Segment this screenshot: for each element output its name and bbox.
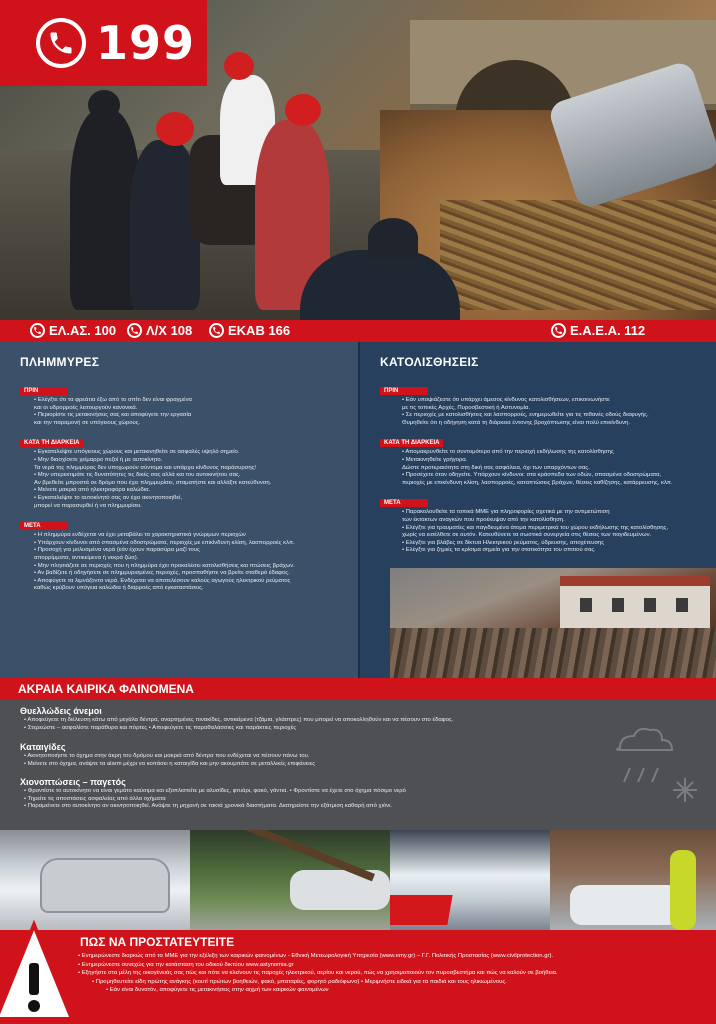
text-line: • Περιορίστε τις μετακινήσεις σας και αποφύγετε την εργασία (34, 412, 192, 419)
landslide-photo (390, 568, 716, 678)
landslides-during-tag: ΚΑΤΑ ΤΗ ΔΙΑΡΚΕΙΑ (380, 439, 443, 447)
ekab-number-label: ΕΚΑΒ 166 (228, 323, 291, 338)
text-line: • Υπάρχουν κίνδυνοι από σπασμένα οδοστρώματα, περιοχές με επικίνδυνη κλίση, λασπορροές κλπ. (34, 539, 295, 546)
text-line: • Προμηθευτείτε είδη πρώτης ανάγκης (κουτί πρώτων βοηθειών, φακό, μπαταρίες, φορητό ραδιόφωνο) • Μεριμνήστε ειδικά για τα παιδιά και τους ηλικιωμένους. (92, 978, 507, 985)
storms-title: Καταιγίδες (20, 742, 66, 752)
text-line: • Εγκαταλείψτε υπόγειους χώρους και μετακινηθείτε σε ασφαλές υψηλό σημείο. (34, 449, 240, 456)
phone-icon (36, 18, 86, 68)
cap (368, 218, 418, 258)
text-line: • Ελέγξτε για τραυματίες και παγιδευμένα άτομα περιμετρικά του χώρου εκδήλωσης της κατολίσθησης, (402, 524, 669, 531)
text-line: • Ελέγξτε ότι τα φρεάτια έξω από το σπίτι δεν είναι φραγμένα (34, 397, 192, 403)
text-line: μπορεί να παρασυρθεί ή να πλημμυρίσει. (34, 502, 142, 509)
text-line: • Μην υπερεκτιμάτε τις δυνατότητες τις δικές σας αλλά και του αυτοκινήτου σας. (34, 472, 241, 479)
coastguard-number-label: Λ/Χ 108 (146, 323, 193, 338)
text-line: και οι υδρορροές λειτουργούν κανονικά. (34, 404, 138, 411)
helmet (285, 94, 321, 126)
landslides-title: ΚΑΤΟΛΙΣΘΗΣΕΙΣ (380, 355, 479, 369)
phone-icon (30, 323, 45, 338)
text-line: Τα νερά της πλημμύρας δεν υποχωρούν σύντομα και υπάρχει κίνδυνος παράσυρσης! (34, 464, 257, 471)
phone-icon (209, 323, 224, 338)
storm-waves-photo (390, 830, 550, 930)
window (676, 598, 688, 612)
text-line: Αν βρεθείτε μπροστά σε δρόμο που έχει πλημμυρίσει, σταματήστε και αλλάξτε κατεύθυνση. (34, 479, 272, 486)
car (570, 885, 680, 925)
floods-before-tag: ΠΡΙΝ (20, 387, 68, 395)
text-line: • Ακινητοποιήστε το όχημα στην άκρη του δρόμου και μακριά από δέντρα που ενδέχεται να πέσουν πάνω του. (24, 753, 310, 759)
floods-section (0, 342, 358, 678)
police-number (30, 323, 116, 338)
text-line: • Η πλημμύρα ενδέχεται να έχει μεταβάλει τα χαρακτηριστικά γνώριμων περιοχών (34, 532, 246, 539)
text-line: • Φροντίστε το αυτοκίνητο να είναι γεμάτο καύσιμα και εξοπλιστείτε με αλυσίδες, φτυάρι, φακό, γάντια. • Φροντίστε να έχετε στο όχημα πόσιμο νερό (24, 788, 406, 794)
extreme-weather-section (0, 678, 716, 830)
text-line: • Αν βαδίζετε ή οδηγήσετε σε πλημμυρισμένες περιοχές, προσπαθήστε να βρείτε σταθερό έδαφος. (34, 570, 290, 577)
landslides-before-tag: ΠΡΙΝ (380, 387, 428, 395)
text-line: • Προσοχή για μολυσμένα νερά (εάν έχουν παρασύρει μαζί τους (34, 547, 200, 554)
text-line: • Ελέγξτε για ζημιές τα κρίσιμα σημεία για την στατικότητα του σπιτιού σας. (402, 547, 596, 554)
protection-body (78, 952, 714, 995)
text-line: • Μην πλησιάζετε σε περιοχές που η πλημμύρα έχει προκαλέσει κατολισθήσεις και πτώσεις βράχων. (34, 562, 295, 569)
warning-icon (0, 919, 80, 1024)
text-line: • Εγκαταλείψτε το αυτοκίνητό σας αν έχει ακινητοποιηθεί, (34, 494, 182, 501)
text-line: Θυμηθείτε ότι η οδήγηση κατά τη διάρκεια έντονης βροχόπτωσης είναι πολύ επικίνδυνη. (402, 419, 630, 426)
snowed-car (40, 858, 170, 913)
extreme-weather-title: ΑΚΡΑΙΑ ΚΑΙΡΙΚΑ ΦΑΙΝΟΜΕΝΑ (0, 678, 716, 700)
hotline-number: 199 (96, 16, 196, 70)
helmet (88, 90, 120, 120)
text-line: περιοχές με επικίνδυνη κλίση, λασπορροές, καταπτώσεις βράχων, θέσεις καθίζησης, κατάρρευσης, κλπ. (402, 479, 673, 486)
landslides-after-text (402, 509, 690, 555)
text-line: • Προσέχετε όταν οδηγείτε. Υπάρχουν κίνδυνοι: στα κράσπεδα των οδών, σπασμένα οδοστρώματα, (402, 472, 662, 479)
emergency-112-number (551, 323, 645, 338)
helmet (224, 52, 254, 80)
text-line: • Μετακινηθείτε γρήγορα. (402, 456, 468, 463)
landslides-section (358, 342, 716, 678)
text-line: • Μείνετε στο όχημα, ανάψτε τα alarm μέχρι να κοπάσει η καταιγίδα και μην ακουμπάτε σε μεταλλικές επιφάνειες (24, 760, 316, 767)
text-line: • Εάν είναι δυνατόν, αποφύγετε τις μετακινήσεις στην αιχμή των καιρικών φαινομένων (106, 987, 329, 993)
police-number-label: ΕΛ.ΑΣ. 100 (49, 323, 117, 338)
landslides-after-tag: ΜΕΤΑ (380, 499, 428, 507)
hotline-199-badge (0, 0, 207, 86)
text-line: • Ενημερώνεστε συνεχώς για την κατάσταση του οδικού δικτύου www.astynomia.gr (78, 961, 294, 968)
text-line: • Αποφύγετε τα λιμνάζοντα νερά. Ενδέχεται να αποτελέσουν καλούς αγωγούς ηλεκτρικού ρεύματος (34, 577, 291, 584)
text-line: • Ενημερώνεστε διαρκώς από τα ΜΜΕ για την εξέλιξη των καιρικών φαινομένων - Εθνική Μετεωρολογική Υπηρεσία (www.emy.gr) – Γ.Γ. Πολιτικής Προστασίας (www.civilprotection.gr). (78, 953, 554, 959)
text-line: • Μείνετε μακριά από ηλεκτροφόρα καλώδια. (34, 487, 151, 494)
emergency-112-label: Ε.Α.Ε.Α. 112 (570, 323, 646, 338)
text-line: • Αποφεύγετε τη διέλευση κάτω από μεγάλα δέντρα, αναρτημένες πινακίδες, αντικείμενα (τζάμια, γλάστρες) που μπορεί να αποκολληθούν και να πέσουν στο έδαφος. (24, 717, 454, 723)
text-line: • Ελέγξτε για βλάβες σε δίκτυα Ηλεκτρικού ρεύματος, ύδρευσης, αποχέτευσης (402, 539, 605, 546)
coastguard-number (127, 323, 192, 338)
debris (440, 200, 716, 310)
protection-title: ΠΩΣ ΝΑ ΠΡΟΣΤΑΤΕΥΤΕΙΤΕ (80, 935, 235, 949)
text-line: • Μην διασχίσετε χείμαρρο πεζοί ή με αυτοκίνητο. (34, 456, 163, 463)
text-line: • Στερεώστε – ασφαλίστε παράθυρα και πόρτες • Αποφεύγετε τις παραθαλάσσιες και παράκτιες περιοχές (24, 724, 297, 731)
window (580, 598, 592, 612)
helmet (156, 112, 194, 146)
protection-section (0, 930, 716, 1024)
floods-title: ΠΛΗΜΜΥΡΕΣ (20, 355, 100, 369)
weather-photos-strip (0, 830, 716, 930)
landslides-during-text (402, 449, 690, 487)
text-line: • Εξηγήστε στα μέλη της οικογένειάς σας πώς και πότε να κλείνουν τις παροχές ηλεκτρικού, αερίου και νερού, πώς να χρησιμοποιούν τον πυροσβεστήρα και πώς να καλούν σε βοήθεια. (78, 970, 558, 976)
ekab-number (209, 323, 290, 338)
floods-before-text (34, 397, 324, 427)
text-line: των έκτακτων αναγκών που προέκυψαν από την κατολίσθηση. (402, 516, 565, 523)
floods-after-tag: ΜΕΤΑ (20, 522, 68, 530)
text-line: απορρίμματα, αντικείμενα ή νεκρά ζώα). (34, 554, 139, 561)
winds-title: Θυελλώδεις άνεμοι (20, 706, 102, 716)
text-line: με τις τοπικές Αρχές, Πυροσβεστική ή Αστυνομία. (402, 404, 530, 411)
snow-title: Χιονοπτώσεις – παγετός (20, 777, 126, 787)
text-line: • Τηρείτε τις αποστάσεις ασφαλείας από άλλα οχήματα (24, 795, 166, 802)
floods-after-text (34, 532, 324, 593)
car (290, 870, 390, 910)
text-line: • Εάν υποψιάζεστε ότι υπάρχει άμεσος κίνδυνος κατολισθήσεων, επικοινωνήστε (402, 397, 610, 403)
landslides-before-text (402, 397, 690, 427)
text-line: • Παρακολουθείτε τα τοπικά ΜΜΕ για πληροφορίες σχετικά με την αντιμετώπιση (402, 509, 610, 516)
rubble (390, 628, 716, 678)
text-line: • Σε περιοχές με κατολισθήσεις και λασπορροές, ενημερωθείτε για τις πιθανές οδούς διαφυγής. (402, 412, 649, 419)
window (644, 598, 656, 612)
fallen-tree-photo (190, 830, 390, 930)
text-line: και την παραμονή σε υπόγειους χώρους. (34, 419, 141, 426)
window (612, 598, 624, 612)
text-line: καθώς κρύβουν υπόγεια καλώδια ή διαρροές από εγκαταστάσεις. (34, 585, 204, 592)
worker-vest (670, 850, 696, 930)
snow-cars-photo (0, 830, 190, 930)
text-line: χωρίς να εισέλθετε σε αυτόν. Κατευθύνετε τα σωστικά συνεργεία στις θέσεις των παγιδευμένων. (402, 532, 652, 539)
floods-during-tag: ΚΑΤΑ ΤΗ ΔΙΑΡΚΕΙΑ (20, 439, 83, 447)
barrier (390, 895, 453, 925)
floods-during-text (34, 449, 324, 510)
text-line: • Παραμείνετε στο αυτοκίνητο αν ακινητοποιηθεί. Ανάψτε τη μηχανή σε τακτά χρονικά διαστήματα. Διατηρείστε την εξάτμιση καθαρή από χιόνι. (24, 803, 393, 809)
text-line: • Απομακρυνθείτε το συντομότερο από την περιοχή εκδήλωσης της κατολίσθησης (402, 449, 614, 456)
weather-icons (600, 708, 710, 818)
phone-icon (551, 323, 566, 338)
text-line: Δώστε προτεραιότητα στη δική σας ασφάλεια, όχι των υπαρχόντων σας. (402, 464, 590, 471)
tree-on-car-photo (550, 830, 716, 930)
phone-icon (127, 323, 142, 338)
emergency-numbers-strip (0, 320, 716, 342)
